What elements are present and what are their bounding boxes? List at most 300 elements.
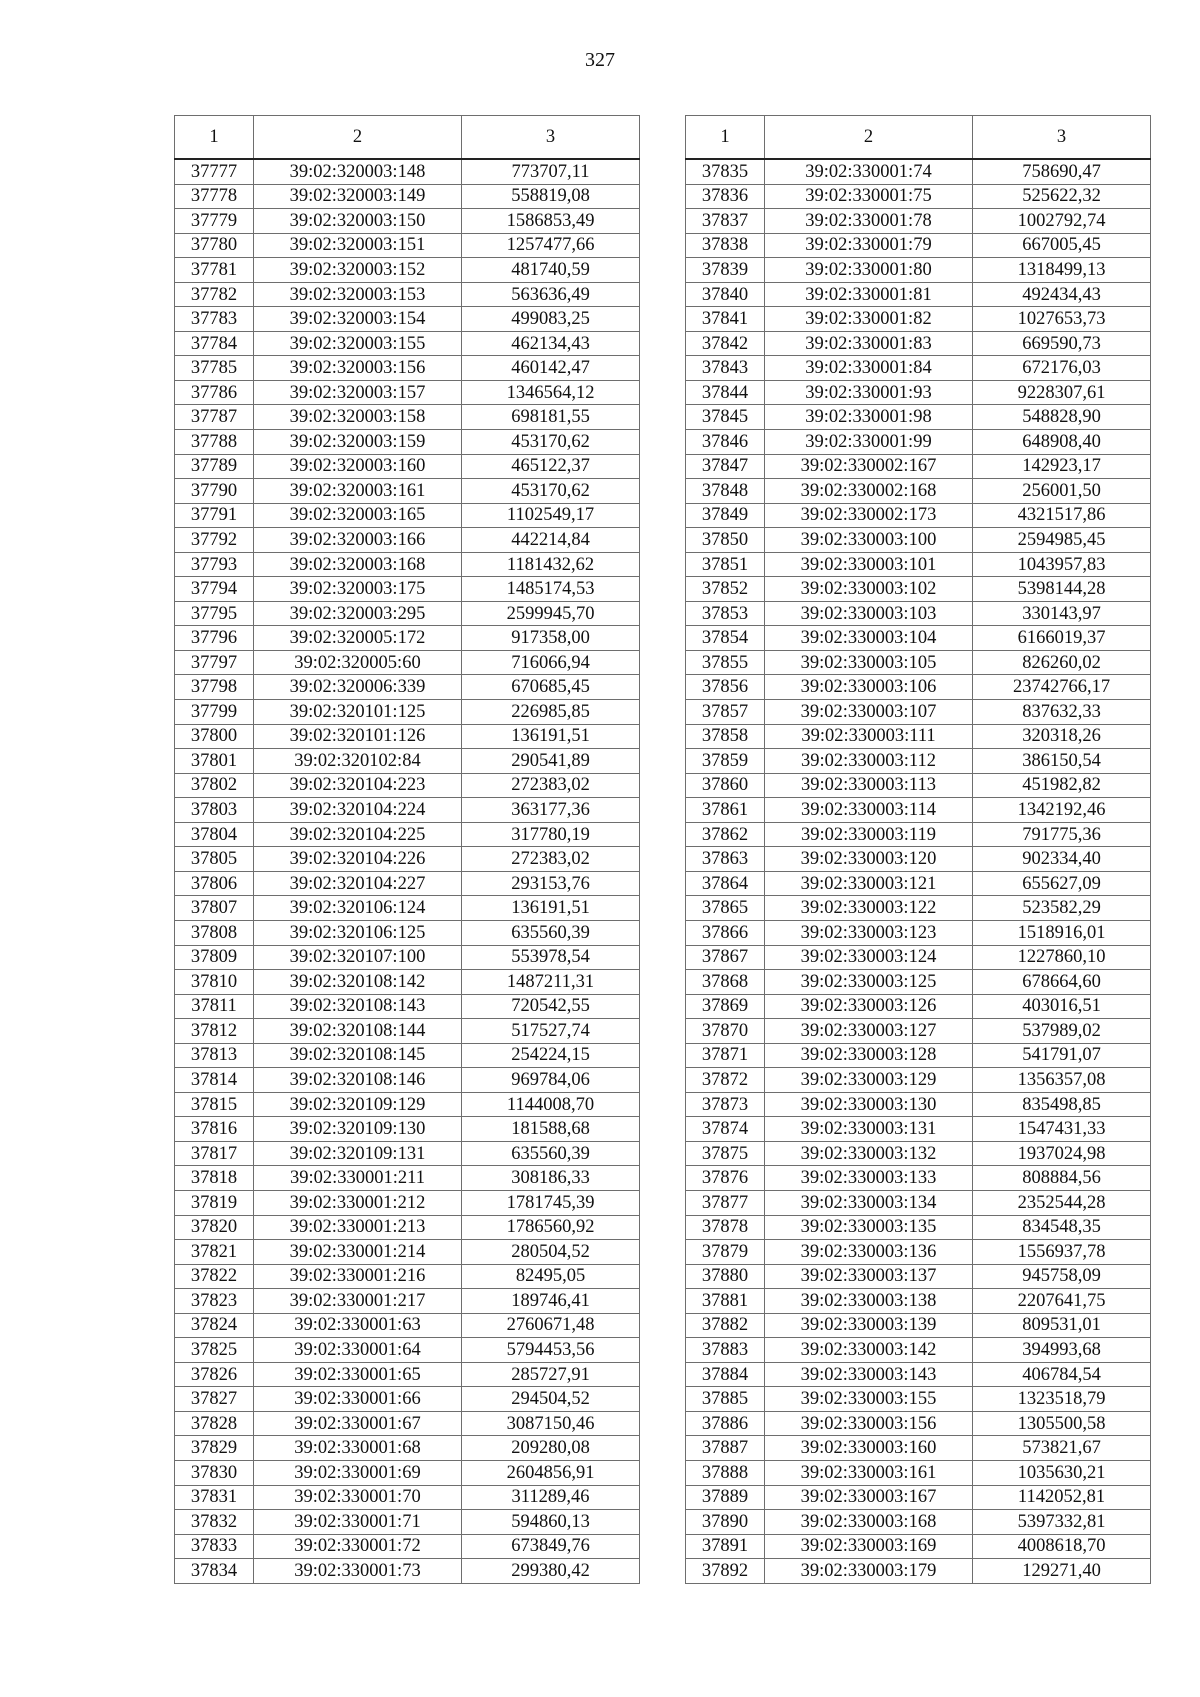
table-row	[175, 1215, 640, 1240]
value-cell: 189746,41	[462, 1289, 640, 1314]
table-row	[175, 479, 640, 504]
row-number-cell: 37840	[686, 282, 765, 307]
row-number-cell: 37792	[175, 528, 254, 553]
cadastral-number-cell: 39:02:320003:157	[254, 380, 462, 405]
cadastral-number-cell: 39:02:320003:165	[254, 503, 462, 528]
cadastral-number-cell: 39:02:320104:224	[254, 798, 462, 823]
cadastral-number-cell: 39:02:330003:133	[765, 1166, 973, 1191]
value-cell: 3087150,46	[462, 1411, 640, 1436]
cadastral-number-cell: 39:02:330001:80	[765, 258, 973, 283]
value-cell: 1102549,17	[462, 503, 640, 528]
table-row	[686, 1436, 1151, 1461]
table-row	[175, 626, 640, 651]
table-row	[686, 331, 1151, 356]
value-cell: 451982,82	[973, 773, 1151, 798]
value-cell: 670685,45	[462, 675, 640, 700]
cadastral-number-cell: 39:02:330001:99	[765, 430, 973, 455]
cadastral-number-cell: 39:02:330003:119	[765, 822, 973, 847]
value-cell: 1487211,31	[462, 970, 640, 995]
cadastral-number-cell: 39:02:320003:148	[254, 159, 462, 184]
value-cell: 142923,17	[973, 454, 1151, 479]
row-number-cell: 37848	[686, 479, 765, 504]
value-cell: 716066,94	[462, 650, 640, 675]
value-cell: 655627,09	[973, 871, 1151, 896]
table-row	[175, 159, 640, 184]
row-number-cell: 37879	[686, 1240, 765, 1265]
cadastral-number-cell: 39:02:330003:123	[765, 920, 973, 945]
cadastral-number-cell: 39:02:330001:82	[765, 307, 973, 332]
table-row	[686, 1485, 1151, 1510]
row-number-cell: 37799	[175, 700, 254, 725]
cadastral-number-cell: 39:02:320101:126	[254, 724, 462, 749]
row-number-cell: 37816	[175, 1117, 254, 1142]
cadastral-number-cell: 39:02:330001:98	[765, 405, 973, 430]
table-row	[686, 945, 1151, 970]
cadastral-number-cell: 39:02:330001:211	[254, 1166, 462, 1191]
table-row	[686, 773, 1151, 798]
row-number-cell: 37817	[175, 1141, 254, 1166]
value-cell: 280504,52	[462, 1240, 640, 1265]
cadastral-number-cell: 39:02:330003:156	[765, 1411, 973, 1436]
value-cell: 1937024,98	[973, 1141, 1151, 1166]
table-row	[175, 380, 640, 405]
cadastral-number-cell: 39:02:330001:73	[254, 1559, 462, 1584]
table-row	[686, 1141, 1151, 1166]
value-cell: 594860,13	[462, 1510, 640, 1535]
cadastral-number-cell: 39:02:330001:93	[765, 380, 973, 405]
cadastral-number-cell: 39:02:330001:83	[765, 331, 973, 356]
value-cell: 1043957,83	[973, 552, 1151, 577]
value-cell: 460142,47	[462, 356, 640, 381]
right-table-body	[686, 159, 1151, 1583]
column-header-3: 3	[973, 116, 1151, 160]
row-number-cell: 37820	[175, 1215, 254, 1240]
row-number-cell: 37850	[686, 528, 765, 553]
cadastral-number-cell: 39:02:330001:70	[254, 1485, 462, 1510]
cadastral-number-cell: 39:02:320104:223	[254, 773, 462, 798]
row-number-cell: 37787	[175, 405, 254, 430]
table-row	[175, 847, 640, 872]
row-number-cell: 37892	[686, 1559, 765, 1584]
cadastral-number-cell: 39:02:320005:60	[254, 650, 462, 675]
left-table	[174, 115, 640, 1584]
table-row	[175, 209, 640, 234]
cadastral-number-cell: 39:02:330001:64	[254, 1338, 462, 1363]
row-number-cell: 37858	[686, 724, 765, 749]
value-cell: 5398144,28	[973, 577, 1151, 602]
row-number-cell: 37789	[175, 454, 254, 479]
table-row	[175, 749, 640, 774]
row-number-cell: 37836	[686, 184, 765, 209]
row-number-cell: 37831	[175, 1485, 254, 1510]
row-number-cell: 37829	[175, 1436, 254, 1461]
value-cell: 720542,55	[462, 994, 640, 1019]
value-cell: 1485174,53	[462, 577, 640, 602]
value-cell: 758690,47	[973, 159, 1151, 184]
value-cell: 835498,85	[973, 1092, 1151, 1117]
row-number-cell: 37811	[175, 994, 254, 1019]
table-row	[175, 1166, 640, 1191]
table-row	[175, 896, 640, 921]
value-cell: 5397332,81	[973, 1510, 1151, 1535]
cadastral-number-cell: 39:02:330001:84	[765, 356, 973, 381]
table-row	[686, 528, 1151, 553]
row-number-cell: 37878	[686, 1215, 765, 1240]
row-number-cell: 37790	[175, 479, 254, 504]
table-row	[686, 700, 1151, 725]
cadastral-number-cell: 39:02:330001:78	[765, 209, 973, 234]
right-table	[685, 115, 1151, 1584]
table-row	[686, 970, 1151, 995]
cadastral-number-cell: 39:02:330003:129	[765, 1068, 973, 1093]
row-number-cell: 37823	[175, 1289, 254, 1314]
table-row	[686, 994, 1151, 1019]
table-row	[686, 552, 1151, 577]
value-cell: 969784,06	[462, 1068, 640, 1093]
value-cell: 648908,40	[973, 430, 1151, 455]
row-number-cell: 37795	[175, 601, 254, 626]
row-number-cell: 37841	[686, 307, 765, 332]
value-cell: 136191,51	[462, 896, 640, 921]
row-number-cell: 37813	[175, 1043, 254, 1068]
row-number-cell: 37882	[686, 1313, 765, 1338]
value-cell: 330143,97	[973, 601, 1151, 626]
table-row	[175, 528, 640, 553]
value-cell: 499083,25	[462, 307, 640, 332]
row-number-cell: 37814	[175, 1068, 254, 1093]
value-cell: 1181432,62	[462, 552, 640, 577]
cadastral-number-cell: 39:02:330003:136	[765, 1240, 973, 1265]
row-number-cell: 37887	[686, 1436, 765, 1461]
table-row	[686, 798, 1151, 823]
value-cell: 809531,01	[973, 1313, 1151, 1338]
row-number-cell: 37846	[686, 430, 765, 455]
cadastral-number-cell: 39:02:330003:102	[765, 577, 973, 602]
table-row	[175, 184, 640, 209]
table-row	[175, 1387, 640, 1412]
row-number-cell: 37783	[175, 307, 254, 332]
cadastral-number-cell: 39:02:330003:168	[765, 1510, 973, 1535]
cadastral-number-cell: 39:02:330001:212	[254, 1190, 462, 1215]
value-cell: 481740,59	[462, 258, 640, 283]
table-row	[175, 1043, 640, 1068]
row-number-cell: 37812	[175, 1019, 254, 1044]
row-number-cell: 37834	[175, 1559, 254, 1584]
row-number-cell: 37806	[175, 871, 254, 896]
value-cell: 453170,62	[462, 430, 640, 455]
cadastral-number-cell: 39:02:320101:125	[254, 700, 462, 725]
table-row	[175, 1019, 640, 1044]
value-cell: 1318499,13	[973, 258, 1151, 283]
value-cell: 1586853,49	[462, 209, 640, 234]
value-cell: 4321517,86	[973, 503, 1151, 528]
cadastral-number-cell: 39:02:330001:214	[254, 1240, 462, 1265]
value-cell: 673849,76	[462, 1534, 640, 1559]
cadastral-number-cell: 39:02:330003:143	[765, 1362, 973, 1387]
value-cell: 254224,15	[462, 1043, 640, 1068]
row-number-cell: 37800	[175, 724, 254, 749]
value-cell: 548828,90	[973, 405, 1151, 430]
value-cell: 181588,68	[462, 1117, 640, 1142]
cadastral-number-cell: 39:02:330003:126	[765, 994, 973, 1019]
cadastral-number-cell: 39:02:320003:161	[254, 479, 462, 504]
row-number-cell: 37785	[175, 356, 254, 381]
row-number-cell: 37870	[686, 1019, 765, 1044]
row-number-cell: 37782	[175, 282, 254, 307]
table-row	[686, 1559, 1151, 1584]
value-cell: 290541,89	[462, 749, 640, 774]
table-row	[686, 896, 1151, 921]
value-cell: 462134,43	[462, 331, 640, 356]
row-number-cell: 37794	[175, 577, 254, 602]
table-row	[175, 601, 640, 626]
table-row	[686, 430, 1151, 455]
cadastral-number-cell: 39:02:330003:107	[765, 700, 973, 725]
table-row	[686, 626, 1151, 651]
row-number-cell: 37871	[686, 1043, 765, 1068]
row-number-cell: 37838	[686, 233, 765, 258]
value-cell: 2599945,70	[462, 601, 640, 626]
cadastral-number-cell: 39:02:320003:160	[254, 454, 462, 479]
cadastral-number-cell: 39:02:320104:227	[254, 871, 462, 896]
cadastral-number-cell: 39:02:320003:152	[254, 258, 462, 283]
row-number-cell: 37853	[686, 601, 765, 626]
row-number-cell: 37847	[686, 454, 765, 479]
row-number-cell: 37793	[175, 552, 254, 577]
table-row	[175, 282, 640, 307]
row-number-cell: 37827	[175, 1387, 254, 1412]
table-row	[686, 1068, 1151, 1093]
row-number-cell: 37830	[175, 1460, 254, 1485]
row-number-cell: 37884	[686, 1362, 765, 1387]
value-cell: 573821,67	[973, 1436, 1151, 1461]
table-row	[175, 822, 640, 847]
cadastral-number-cell: 39:02:320109:131	[254, 1141, 462, 1166]
value-cell: 209280,08	[462, 1436, 640, 1461]
value-cell: 525622,32	[973, 184, 1151, 209]
row-number-cell: 37824	[175, 1313, 254, 1338]
row-number-cell: 37784	[175, 331, 254, 356]
column-header-3: 3	[462, 116, 640, 160]
table-row	[175, 430, 640, 455]
cadastral-number-cell: 39:02:330003:130	[765, 1092, 973, 1117]
row-number-cell: 37857	[686, 700, 765, 725]
value-cell: 256001,50	[973, 479, 1151, 504]
value-cell: 293153,76	[462, 871, 640, 896]
table-row	[686, 405, 1151, 430]
value-cell: 4008618,70	[973, 1534, 1151, 1559]
cadastral-number-cell: 39:02:330003:179	[765, 1559, 973, 1584]
cadastral-number-cell: 39:02:320108:143	[254, 994, 462, 1019]
row-number-cell: 37883	[686, 1338, 765, 1363]
row-number-cell: 37807	[175, 896, 254, 921]
table-row	[686, 1264, 1151, 1289]
value-cell: 635560,39	[462, 920, 640, 945]
table-row	[175, 1264, 640, 1289]
value-cell: 5794453,56	[462, 1338, 640, 1363]
cadastral-number-cell: 39:02:320109:129	[254, 1092, 462, 1117]
value-cell: 1518916,01	[973, 920, 1151, 945]
cadastral-number-cell: 39:02:330001:68	[254, 1436, 462, 1461]
table-row	[686, 503, 1151, 528]
cadastral-number-cell: 39:02:320003:168	[254, 552, 462, 577]
value-cell: 1323518,79	[973, 1387, 1151, 1412]
table-row	[175, 920, 640, 945]
row-number-cell: 37810	[175, 970, 254, 995]
table-row	[686, 822, 1151, 847]
row-number-cell: 37797	[175, 650, 254, 675]
cadastral-number-cell: 39:02:330001:63	[254, 1313, 462, 1338]
table-row	[175, 1559, 640, 1584]
row-number-cell: 37796	[175, 626, 254, 651]
value-cell: 308186,33	[462, 1166, 640, 1191]
column-header-1: 1	[686, 116, 765, 160]
value-cell: 1142052,81	[973, 1485, 1151, 1510]
table-row	[175, 1141, 640, 1166]
value-cell: 635560,39	[462, 1141, 640, 1166]
row-number-cell: 37877	[686, 1190, 765, 1215]
table-row	[175, 970, 640, 995]
value-cell: 9228307,61	[973, 380, 1151, 405]
cadastral-number-cell: 39:02:330001:216	[254, 1264, 462, 1289]
row-number-cell: 37844	[686, 380, 765, 405]
value-cell: 406784,54	[973, 1362, 1151, 1387]
table-row	[686, 184, 1151, 209]
table-row	[175, 675, 640, 700]
cadastral-number-cell: 39:02:330003:112	[765, 749, 973, 774]
table-row	[175, 871, 640, 896]
row-number-cell: 37869	[686, 994, 765, 1019]
table-row	[686, 1534, 1151, 1559]
value-cell: 129271,40	[973, 1559, 1151, 1584]
table-row	[175, 1436, 640, 1461]
row-number-cell: 37808	[175, 920, 254, 945]
table-row	[175, 307, 640, 332]
cadastral-number-cell: 39:02:330003:124	[765, 945, 973, 970]
value-cell: 669590,73	[973, 331, 1151, 356]
value-cell: 299380,42	[462, 1559, 640, 1584]
value-cell: 902334,40	[973, 847, 1151, 872]
table-row	[175, 454, 640, 479]
row-number-cell: 37886	[686, 1411, 765, 1436]
cadastral-number-cell: 39:02:330003:131	[765, 1117, 973, 1142]
table-row	[175, 405, 640, 430]
cadastral-number-cell: 39:02:320006:339	[254, 675, 462, 700]
row-number-cell: 37861	[686, 798, 765, 823]
value-cell: 23742766,17	[973, 675, 1151, 700]
cadastral-number-cell: 39:02:320107:100	[254, 945, 462, 970]
cadastral-number-cell: 39:02:320005:172	[254, 626, 462, 651]
row-number-cell: 37864	[686, 871, 765, 896]
value-cell: 1781745,39	[462, 1190, 640, 1215]
row-number-cell: 37828	[175, 1411, 254, 1436]
table-row	[686, 1387, 1151, 1412]
table-row	[686, 454, 1151, 479]
table-row	[686, 1362, 1151, 1387]
cadastral-number-cell: 39:02:320102:84	[254, 749, 462, 774]
cadastral-number-cell: 39:02:320003:156	[254, 356, 462, 381]
cadastral-number-cell: 39:02:320106:125	[254, 920, 462, 945]
row-number-cell: 37842	[686, 331, 765, 356]
row-number-cell: 37856	[686, 675, 765, 700]
value-cell: 523582,29	[973, 896, 1151, 921]
row-number-cell: 37837	[686, 209, 765, 234]
table-row	[175, 1117, 640, 1142]
table-row	[686, 1092, 1151, 1117]
table-row	[686, 847, 1151, 872]
value-cell: 136191,51	[462, 724, 640, 749]
row-number-cell: 37855	[686, 650, 765, 675]
value-cell: 826260,02	[973, 650, 1151, 675]
value-cell: 1035630,21	[973, 1460, 1151, 1485]
value-cell: 294504,52	[462, 1387, 640, 1412]
value-cell: 563636,49	[462, 282, 640, 307]
value-cell: 678664,60	[973, 970, 1151, 995]
value-cell: 386150,54	[973, 749, 1151, 774]
cadastral-number-cell: 39:02:330002:168	[765, 479, 973, 504]
row-number-cell: 37798	[175, 675, 254, 700]
table-row	[686, 1190, 1151, 1215]
value-cell: 2594985,45	[973, 528, 1151, 553]
cadastral-number-cell: 39:02:320108:142	[254, 970, 462, 995]
row-number-cell: 37777	[175, 159, 254, 184]
table-row	[686, 209, 1151, 234]
cadastral-number-cell: 39:02:330001:81	[765, 282, 973, 307]
table-row	[686, 307, 1151, 332]
table-row	[686, 675, 1151, 700]
row-number-cell: 37779	[175, 209, 254, 234]
value-cell: 272383,02	[462, 773, 640, 798]
table-row	[175, 1092, 640, 1117]
table-row	[175, 577, 640, 602]
value-cell: 672176,03	[973, 356, 1151, 381]
value-cell: 1027653,73	[973, 307, 1151, 332]
row-number-cell: 37819	[175, 1190, 254, 1215]
table-header-row	[175, 116, 640, 160]
table-row	[175, 1068, 640, 1093]
row-number-cell: 37801	[175, 749, 254, 774]
cadastral-number-cell: 39:02:330002:167	[765, 454, 973, 479]
value-cell: 1556937,78	[973, 1240, 1151, 1265]
cadastral-number-cell: 39:02:320003:149	[254, 184, 462, 209]
row-number-cell: 37832	[175, 1510, 254, 1535]
value-cell: 453170,62	[462, 479, 640, 504]
row-number-cell: 37860	[686, 773, 765, 798]
cadastral-number-cell: 39:02:320003:155	[254, 331, 462, 356]
cadastral-number-cell: 39:02:330001:79	[765, 233, 973, 258]
table-row	[686, 1240, 1151, 1265]
cadastral-number-cell: 39:02:330001:67	[254, 1411, 462, 1436]
column-header-2: 2	[765, 116, 973, 160]
value-cell: 917358,00	[462, 626, 640, 651]
cadastral-number-cell: 39:02:320104:226	[254, 847, 462, 872]
row-number-cell: 37880	[686, 1264, 765, 1289]
cadastral-number-cell: 39:02:330003:120	[765, 847, 973, 872]
cadastral-number-cell: 39:02:330001:65	[254, 1362, 462, 1387]
left-table-body	[175, 159, 640, 1583]
row-number-cell: 37872	[686, 1068, 765, 1093]
table-row	[686, 1166, 1151, 1191]
table-row	[686, 601, 1151, 626]
value-cell: 363177,36	[462, 798, 640, 823]
row-number-cell: 37822	[175, 1264, 254, 1289]
row-number-cell: 37874	[686, 1117, 765, 1142]
cadastral-number-cell: 39:02:330003:114	[765, 798, 973, 823]
value-cell: 1305500,58	[973, 1411, 1151, 1436]
table-row	[686, 871, 1151, 896]
cadastral-number-cell: 39:02:330003:160	[765, 1436, 973, 1461]
table-row	[175, 798, 640, 823]
